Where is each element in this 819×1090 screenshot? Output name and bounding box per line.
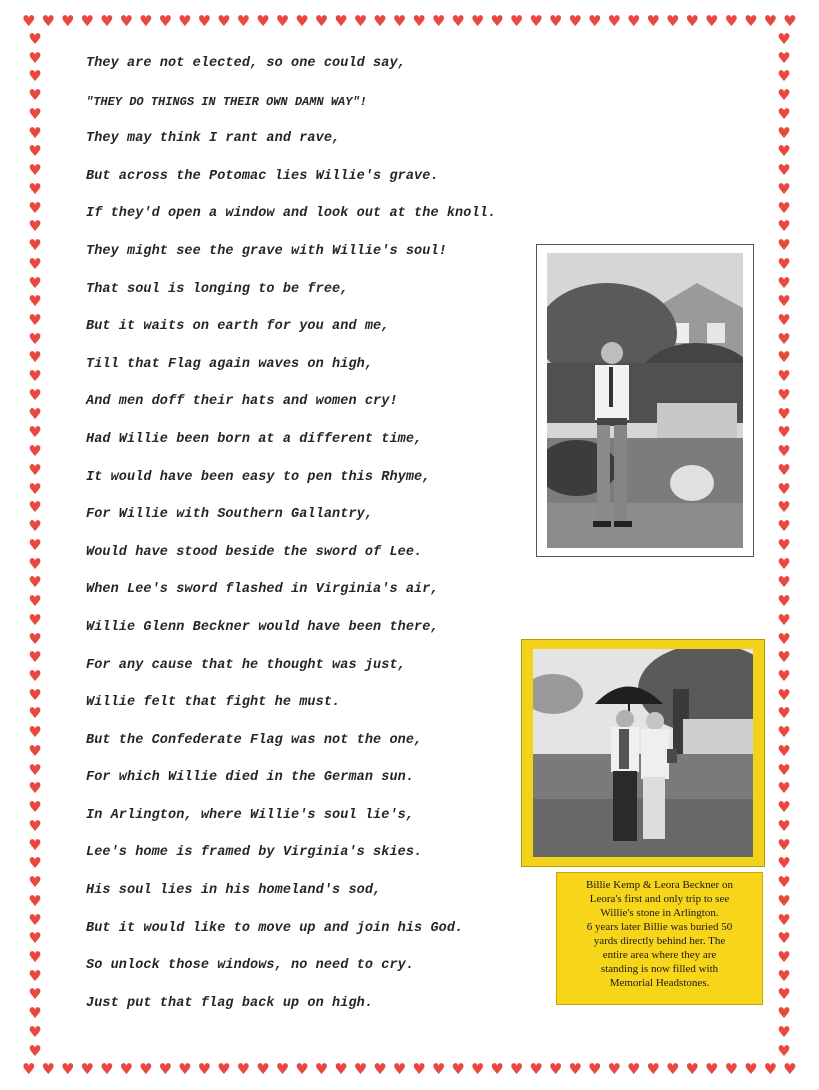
heart-icon: ♥ [777,535,791,554]
poem-line: Willie Glenn Beckner would have been there, [86,619,439,635]
heart-icon: ♥ [392,12,407,30]
heart-icon: ♥ [28,404,42,423]
heart-icon: ♥ [777,179,791,198]
heart-icon: ♥ [777,873,791,892]
heart-icon: ♥ [28,329,42,348]
heart-icon: ♥ [256,12,270,30]
heart-icon: ♥ [777,1041,791,1060]
heart-icon: ♥ [28,704,42,723]
poem-line: They might see the grave with Willie's soul! [86,243,447,259]
heart-icon: ♥ [28,179,42,198]
heart-icon: ♥ [607,12,621,30]
heart-border-left [24,30,46,1060]
heart-icon: ♥ [119,12,134,30]
heart-icon: ♥ [178,1060,192,1078]
heart-icon: ♥ [373,1060,387,1078]
heart-icon: ♥ [28,423,42,442]
photo-young-man [536,244,754,557]
heart-icon: ♥ [777,610,791,629]
heart-icon: ♥ [777,67,791,86]
poem-line: In Arlington, where Willie's soul lie's, [86,807,415,823]
heart-icon: ♥ [777,348,791,367]
poem-line: For any cause that he thought was just, [86,657,406,673]
heart-icon: ♥ [646,12,660,30]
heart-icon: ♥ [777,891,791,910]
heart-icon: ♥ [548,12,563,30]
heart-icon: ♥ [158,12,173,30]
heart-icon: ♥ [28,629,42,648]
heart-icon: ♥ [763,1060,778,1078]
heart-icon: ♥ [763,12,778,30]
poem-line: When Lee's sword flashed in Virginia's air, [86,582,439,598]
heart-icon: ♥ [777,966,791,985]
heart-icon: ♥ [217,12,231,30]
heart-icon: ♥ [28,236,42,255]
poem-line: So unlock those windows, no need to cry. [86,958,415,974]
heart-icon: ♥ [28,123,42,142]
poem-line: For Willie with Southern Gallantry, [86,507,374,523]
heart-icon: ♥ [777,592,791,611]
heart-icon: ♥ [412,1060,426,1078]
photo-caption [556,872,763,1005]
heart-icon: ♥ [646,1060,660,1078]
heart-icon: ♥ [451,1060,465,1078]
heart-icon: ♥ [28,442,42,461]
heart-icon: ♥ [777,666,791,685]
poem-line: But the Confederate Flag was not the one, [86,732,423,748]
heart-icon: ♥ [28,67,42,86]
caption-line: Billie Kemp & Leora Beckner on [586,879,733,891]
heart-icon: ♥ [28,723,42,742]
heart-icon: ♥ [490,1060,504,1078]
heart-icon: ♥ [777,198,791,217]
heart-icon: ♥ [777,236,791,255]
heart-icon: ♥ [28,573,42,592]
heart-icon: ♥ [353,12,368,30]
heart-icon: ♥ [470,12,485,30]
heart-border-right [773,30,795,1060]
poem-line: Just put that flag back up on high. [86,995,374,1011]
heart-icon: ♥ [28,685,42,704]
heart-icon: ♥ [28,142,42,161]
heart-icon: ♥ [61,12,75,30]
heart-icon: ♥ [217,1060,231,1078]
heart-icon: ♥ [28,348,42,367]
heart-icon: ♥ [587,1060,602,1078]
heart-icon: ♥ [777,854,791,873]
heart-icon: ♥ [28,273,42,292]
poem-line: His soul lies in his homeland's sod, [86,883,382,899]
heart-icon: ♥ [295,12,309,30]
photo-young-man-image [547,253,743,548]
heart-icon: ♥ [28,311,42,330]
heart-icon: ♥ [777,423,791,442]
poem-line: Had Willie been born at a different time, [86,431,423,447]
heart-icon: ♥ [626,1060,641,1078]
poem-line: Would have stood beside the sword of Lee. [86,544,423,560]
heart-icon: ♥ [28,760,42,779]
heart-icon: ♥ [777,816,791,835]
heart-icon: ♥ [777,254,791,273]
heart-icon: ♥ [666,1060,680,1078]
heart-icon: ♥ [744,1060,758,1078]
heart-icon: ♥ [777,311,791,330]
heart-icon: ♥ [80,12,94,30]
caption-line: 6 years later Billie was buried 50 [586,921,733,933]
heart-icon: ♥ [777,704,791,723]
heart-icon: ♥ [256,1060,270,1078]
poem-line: It would have been easy to pen this Rhyme, [86,469,431,485]
heart-icon: ♥ [777,86,791,105]
heart-icon: ♥ [777,104,791,123]
heart-icon: ♥ [139,12,153,30]
poem-line: They may think I rant and rave, [86,131,341,147]
heart-icon: ♥ [777,142,791,161]
heart-icon: ♥ [28,985,42,1004]
poem-line: And men doff their hats and women cry! [86,394,398,410]
heart-icon: ♥ [28,86,42,105]
heart-icon: ♥ [685,1060,699,1078]
poem-line: That soul is longing to be free, [86,281,349,297]
heart-icon: ♥ [275,1060,290,1078]
heart-icon: ♥ [28,48,42,67]
heart-icon: ♥ [28,816,42,835]
heart-icon: ♥ [28,554,42,573]
heart-icon: ♥ [28,966,42,985]
heart-icon: ♥ [28,1022,42,1041]
heart-icon: ♥ [28,854,42,873]
heart-icon: ♥ [777,985,791,1004]
heart-icon: ♥ [777,648,791,667]
caption-line: Memorial Headstones. [609,977,710,989]
heart-icon: ♥ [41,12,55,30]
caption-line: Leora's first and only trip to see [589,893,730,905]
heart-icon: ♥ [777,30,791,48]
heart-icon: ♥ [314,1060,329,1078]
photo-women-umbrella-image [533,649,753,857]
heart-icon: ♥ [607,1060,621,1078]
heart-icon: ♥ [777,123,791,142]
heart-icon: ♥ [509,12,524,30]
heart-icon: ♥ [28,161,42,180]
heart-icon: ♥ [777,217,791,236]
heart-icon: ♥ [28,198,42,217]
heart-icon: ♥ [777,929,791,948]
poem-line: Willie felt that fight he must. [86,695,341,711]
heart-icon: ♥ [470,1060,485,1078]
heart-icon: ♥ [28,1041,42,1060]
poem-line: For which Willie died in the German sun. [86,770,415,786]
heart-icon: ♥ [22,1060,36,1078]
heart-icon: ♥ [490,12,504,30]
heart-icon: ♥ [236,12,251,30]
heart-icon: ♥ [28,535,42,554]
heart-icon: ♥ [28,910,42,929]
heart-icon: ♥ [28,873,42,892]
heart-icon: ♥ [295,1060,309,1078]
heart-icon: ♥ [28,929,42,948]
heart-icon: ♥ [724,12,739,30]
poem-line: They are not elected, so one could say, [86,56,406,71]
heart-icon: ♥ [783,12,797,30]
heart-icon: ♥ [28,217,42,236]
heart-icon: ♥ [28,254,42,273]
heart-icon: ♥ [100,12,114,30]
heart-icon: ♥ [28,1004,42,1023]
heart-icon: ♥ [197,12,212,30]
heart-icon: ♥ [61,1060,75,1078]
heart-icon: ♥ [744,12,758,30]
heart-icon: ♥ [412,12,426,30]
heart-icon: ♥ [777,367,791,386]
heart-icon: ♥ [777,573,791,592]
heart-icon: ♥ [777,460,791,479]
heart-icon: ♥ [451,12,465,30]
heart-icon: ♥ [158,1060,173,1078]
heart-icon: ♥ [28,891,42,910]
heart-icon: ♥ [777,629,791,648]
heart-icon: ♥ [777,385,791,404]
heart-icon: ♥ [28,498,42,517]
heart-icon: ♥ [28,798,42,817]
heart-icon: ♥ [777,779,791,798]
heart-icon: ♥ [783,1060,797,1078]
poem-line: If they'd open a window and look out at the knoll. [86,206,497,222]
caption-line: entire area where they are [602,949,717,961]
poem-line: But it would like to move up and join his God. [86,920,464,936]
heart-icon: ♥ [431,1060,446,1078]
heart-icon: ♥ [28,104,42,123]
heart-icon: ♥ [666,12,680,30]
heart-icon: ♥ [548,1060,563,1078]
heart-icon: ♥ [777,404,791,423]
heart-icon: ♥ [28,741,42,760]
heart-icon: ♥ [777,554,791,573]
heart-icon: ♥ [777,161,791,180]
heart-icon: ♥ [777,329,791,348]
heart-icon: ♥ [139,1060,153,1078]
heart-icon: ♥ [777,760,791,779]
poem-line: Lee's home is framed by Virginia's skies. [86,845,423,861]
heart-icon: ♥ [724,1060,739,1078]
heart-icon: ♥ [777,1022,791,1041]
heart-border-bottom [0,1056,819,1082]
caption-line: Willie's stone in Arlington. [600,907,719,919]
heart-icon: ♥ [275,12,290,30]
poem-line: But across the Potomac lies Willie's grave. [86,168,439,184]
heart-icon: ♥ [178,12,192,30]
heart-icon: ♥ [28,779,42,798]
heart-icon: ♥ [28,947,42,966]
heart-icon: ♥ [28,592,42,611]
heart-icon: ♥ [777,273,791,292]
heart-icon: ♥ [28,835,42,854]
heart-icon: ♥ [119,1060,134,1078]
heart-icon: ♥ [28,385,42,404]
heart-icon: ♥ [685,12,699,30]
heart-icon: ♥ [777,741,791,760]
heart-icon: ♥ [777,947,791,966]
photo-women-umbrella [521,639,765,867]
poem-line: But it waits on earth for you and me, [86,319,390,335]
poem-line: "THEY DO THINGS IN THEIR OWN DAMN WAY"! [86,94,367,109]
heart-icon: ♥ [28,292,42,311]
heart-icon: ♥ [529,12,543,30]
heart-icon: ♥ [334,1060,348,1078]
heart-icon: ♥ [28,517,42,536]
heart-icon: ♥ [80,1060,94,1078]
heart-icon: ♥ [28,367,42,386]
heart-icon: ♥ [509,1060,524,1078]
heart-icon: ♥ [777,835,791,854]
heart-icon: ♥ [777,723,791,742]
heart-icon: ♥ [373,12,387,30]
heart-icon: ♥ [41,1060,55,1078]
heart-icon: ♥ [28,460,42,479]
heart-icon: ♥ [777,685,791,704]
heart-icon: ♥ [777,910,791,929]
heart-icon: ♥ [28,648,42,667]
heart-icon: ♥ [529,1060,543,1078]
heart-icon: ♥ [28,30,42,48]
heart-icon: ♥ [314,12,329,30]
caption-line: standing is now filled with [600,963,719,975]
heart-icon: ♥ [431,12,446,30]
heart-icon: ♥ [705,12,719,30]
heart-icon: ♥ [777,292,791,311]
heart-icon: ♥ [777,798,791,817]
heart-icon: ♥ [626,12,641,30]
heart-icon: ♥ [705,1060,719,1078]
heart-border-top [0,8,819,34]
heart-icon: ♥ [777,1004,791,1023]
heart-icon: ♥ [28,610,42,629]
heart-icon: ♥ [197,1060,212,1078]
heart-icon: ♥ [22,12,36,30]
heart-icon: ♥ [568,1060,582,1078]
poem [86,52,556,1029]
heart-icon: ♥ [777,48,791,67]
heart-icon: ♥ [777,498,791,517]
heart-icon: ♥ [28,479,42,498]
caption-line: yards directly behind her. The [593,935,726,947]
heart-icon: ♥ [236,1060,251,1078]
heart-icon: ♥ [777,479,791,498]
heart-icon: ♥ [28,666,42,685]
heart-icon: ♥ [392,1060,407,1078]
heart-icon: ♥ [353,1060,368,1078]
heart-icon: ♥ [334,12,348,30]
poem-line: Till that Flag again waves on high, [86,356,374,372]
heart-icon: ♥ [587,12,602,30]
heart-icon: ♥ [777,442,791,461]
heart-icon: ♥ [100,1060,114,1078]
heart-icon: ♥ [777,517,791,536]
heart-icon: ♥ [568,12,582,30]
